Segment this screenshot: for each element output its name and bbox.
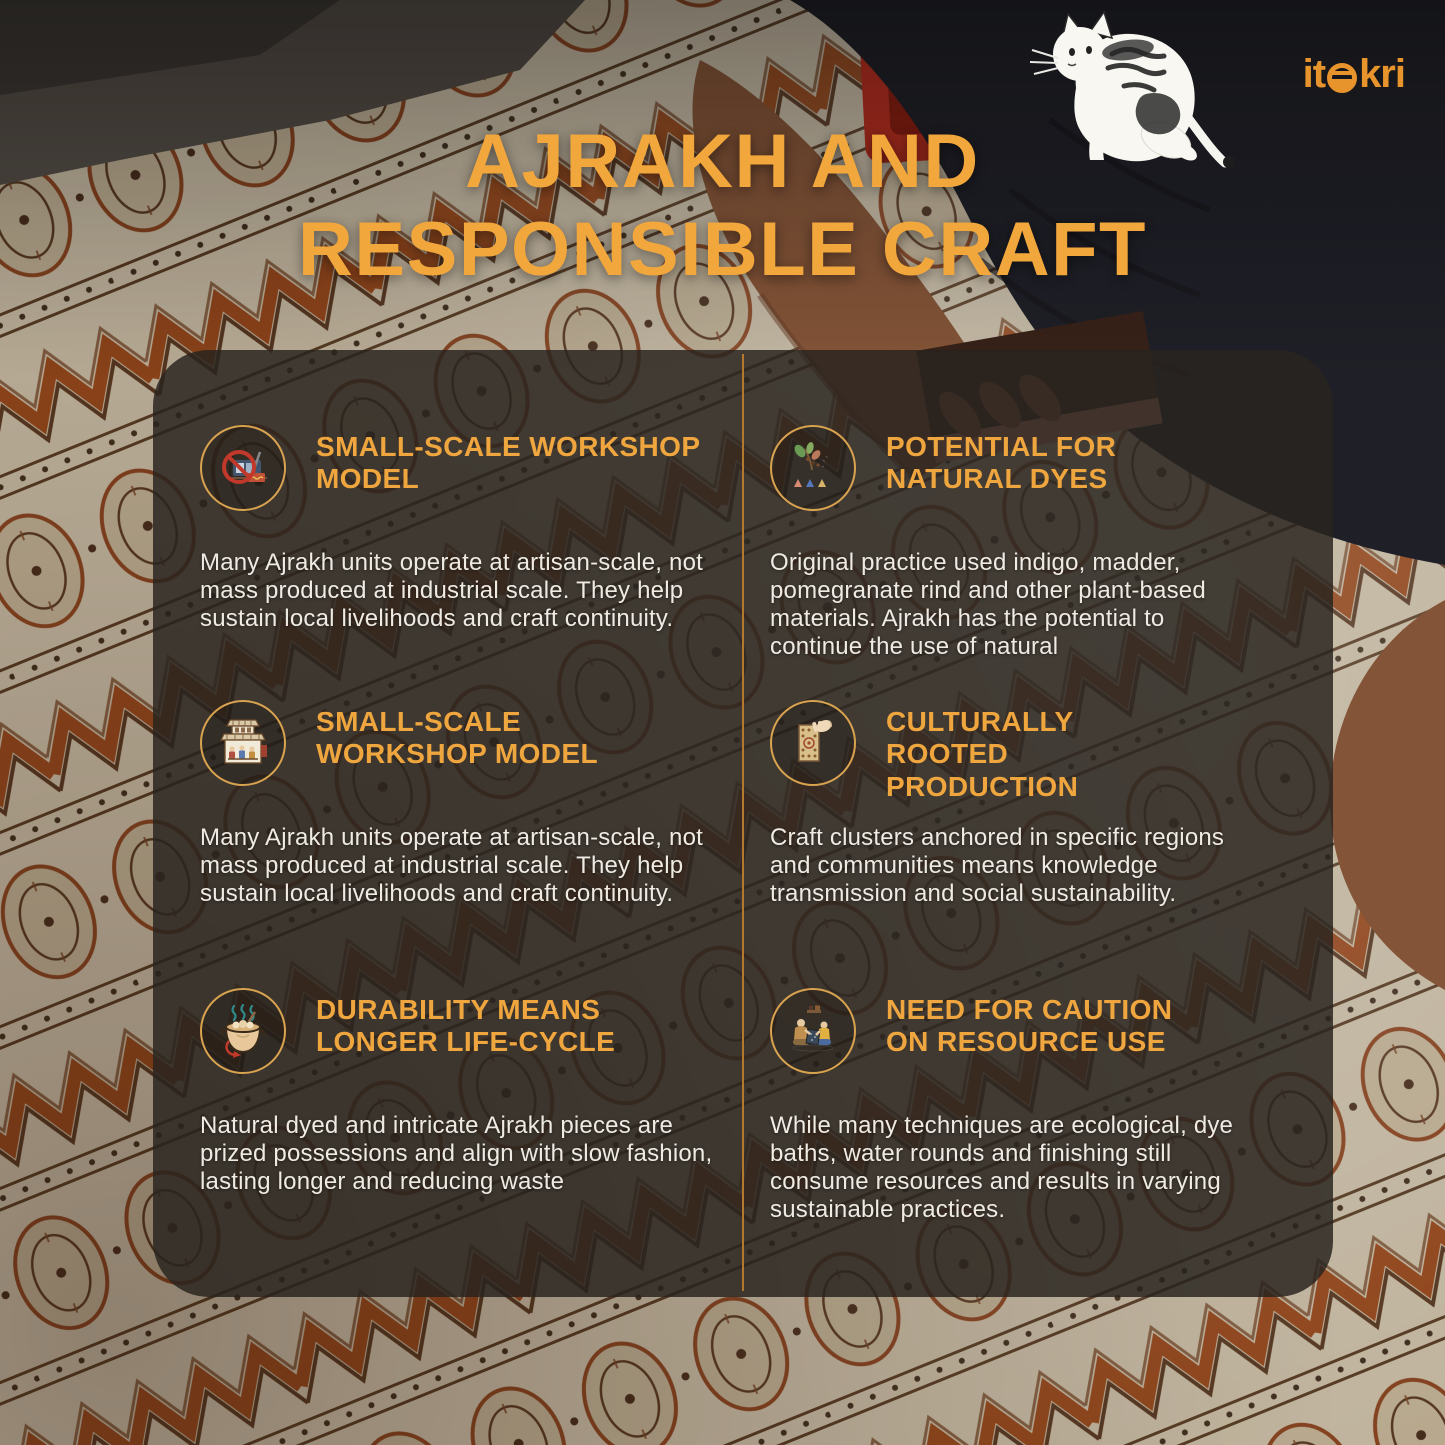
natural-dyes-icon bbox=[770, 425, 856, 511]
section-body: While many techniques are ecological, dye baths, water rounds and finishing still consume resources and results in varying sustainable practices. bbox=[770, 1112, 1234, 1223]
section-heading: NEED FOR CAUTION ON RESOURCE USE bbox=[886, 994, 1173, 1058]
section-heading: POTENTIAL FOR NATURAL DYES bbox=[886, 431, 1117, 495]
section-body: Natural dyed and intricate Ajrakh pieces are prized possessions and align with slow fashion, lasting longer and reducing waste bbox=[200, 1112, 713, 1195]
section-heading: DURABILITY MEANS LONGER LIFE-CYCLE bbox=[316, 994, 616, 1058]
section-natural-dyes bbox=[770, 425, 1313, 700]
column-divider bbox=[742, 354, 744, 1291]
section-small-scale-workshop-model-2 bbox=[200, 700, 723, 988]
section-small-scale-workshop-model-1 bbox=[200, 425, 723, 700]
artisans-at-work-icon bbox=[770, 988, 856, 1074]
section-body: Craft clusters anchored in specific regions and communities means knowledge transmission and social sustainability. bbox=[770, 824, 1225, 907]
itokri-logo-text-suffix: kri bbox=[1359, 52, 1405, 96]
section-culturally-rooted bbox=[770, 700, 1313, 988]
itokri-logo-text-prefix: it bbox=[1302, 52, 1326, 96]
right-column bbox=[743, 350, 1333, 1297]
info-card bbox=[153, 350, 1333, 1297]
section-body: Many Ajrakh units operate at artisan-scale, not mass produced at industrial scale. They help sustain local livelihoods and craft continuity. bbox=[200, 549, 703, 632]
itokri-logo-basket-o-icon bbox=[1327, 63, 1357, 93]
section-heading: SMALL-SCALE WORKSHOP MODEL bbox=[316, 431, 700, 495]
section-body: Many Ajrakh units operate at artisan-scale, not mass produced at industrial scale. They help sustain local livelihoods and craft continuity. bbox=[200, 824, 703, 907]
section-heading: CULTURALLY ROOTED PRODUCTION bbox=[886, 706, 1079, 802]
no-mass-production-icon bbox=[200, 425, 286, 511]
section-body: Original practice used indigo, madder, pomegranate rind and other plant-based materials. Ajrakh has the potential to continue the use of natural bbox=[770, 549, 1206, 660]
section-resource-caution bbox=[770, 988, 1313, 1224]
dye-pot-icon bbox=[200, 988, 286, 1074]
page-title-line-1: AJRAKH AND bbox=[465, 119, 980, 204]
workshop-building-icon bbox=[200, 700, 286, 786]
itokri-logo bbox=[1303, 52, 1405, 97]
fabric-hand-icon bbox=[770, 700, 856, 786]
section-heading: SMALL-SCALE WORKSHOP MODEL bbox=[316, 706, 598, 770]
section-durability bbox=[200, 988, 723, 1196]
page-title-line-2: RESPONSIBLE CRAFT bbox=[298, 207, 1147, 292]
left-column bbox=[153, 350, 743, 1297]
page-title bbox=[0, 118, 1445, 294]
